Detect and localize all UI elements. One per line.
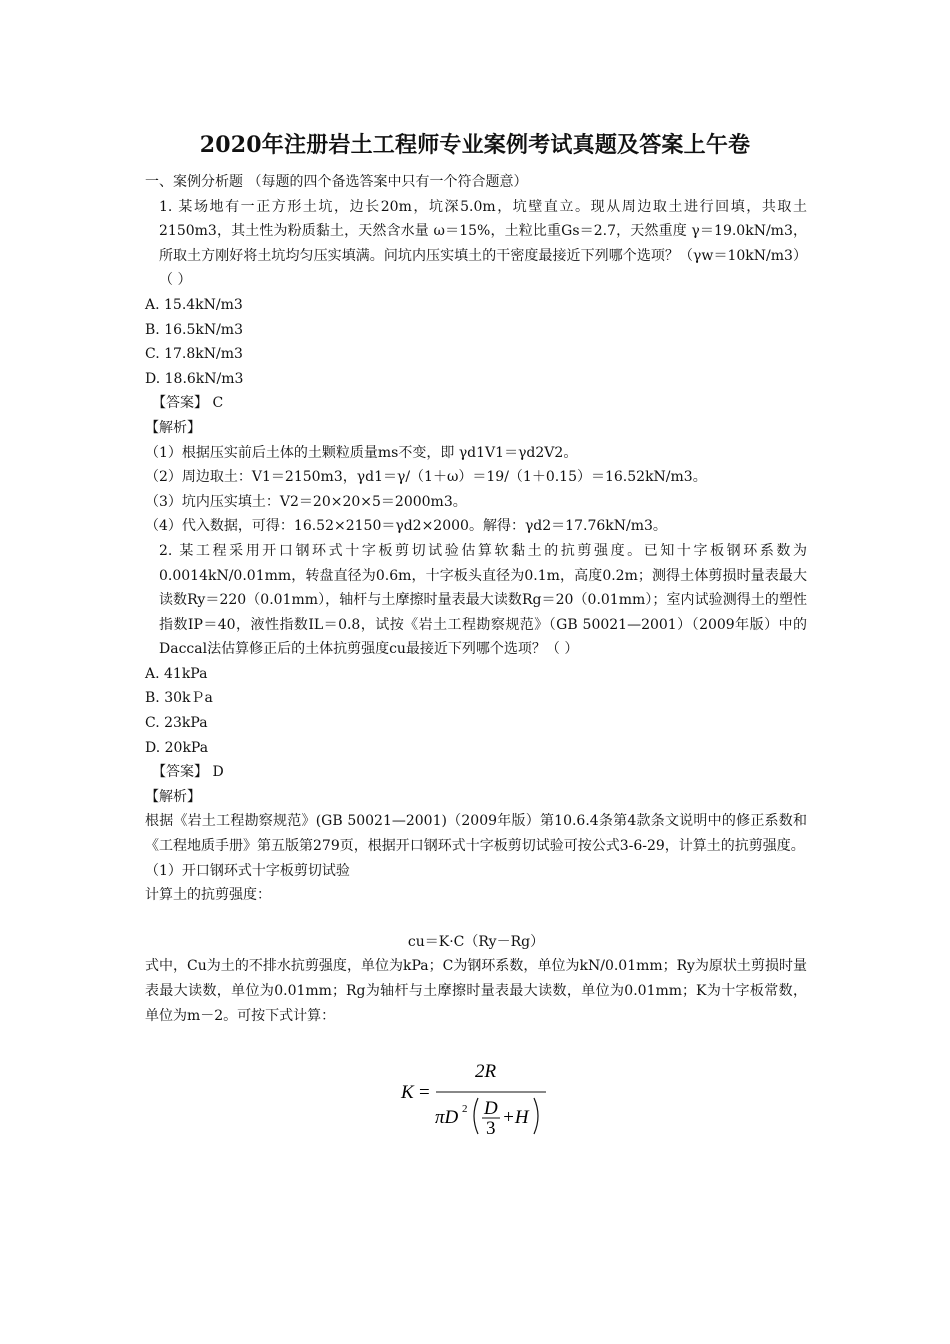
q2-option-d: D. 20kPa [145,739,209,756]
q2-step-1: （1）开口钢环式十字板剪切试验 [145,862,350,879]
section-heading: 一、案例分析题 （每题的四个备选答案中只有一个符合题意） [145,174,528,190]
q1-answer: 【答案】 C [152,395,224,412]
formula-k-numerator: 2R [475,1061,497,1083]
document-title: 2020年注册岩土工程师专业案例考试真题及答案上午卷 [199,132,751,158]
formula-k-plus-h: +H [502,1107,529,1129]
q1-option-d: D. 18.6kN/m3 [145,370,244,387]
q1-step-1: （1）根据压实前后土体的土颗粒质量ms不变，即 γd1V1＝γd2V2。 [145,444,578,461]
formula-k-inner-denominator: 3 [486,1118,496,1137]
q1-option-a: A. 15.4kN/m3 [145,296,243,313]
spacer [145,908,807,930]
q1-step-3: （3）坑内压实填土：V2＝20×20×5＝2000m3。 [145,493,467,510]
formula-k-equals: = [419,1082,430,1104]
question-2-text: 2. 某工程采用开口钢环式十字板剪切试验估算软黏土的抗剪强度。已知十字板钢环系数为0.0014kN/0.01mm，转盘直径为0.6m，十字板头直径为0.1m，高度0.2m；测得土体剪损时量表最大读数Ry＝220（0.01mm），轴杆与土摩擦时量表最大读数Rg＝20（0.01mm）；室内试验测得土的塑性指数IP＝40，液性指数IL＝0.8，试按《岩土工程勘察规范》（GB 50021—2001）（2009年版）中的Daccal法估算修正后的土体抗剪强度cu最接近下列哪个选项？（ ） [159,542,807,658]
formula-cu: cu＝K·C（Ry－Rg） [407,933,545,950]
q1-analysis-label: 【解析】 [145,419,201,436]
question-1-text: 1. 某场地有一正方形土坑，边长20m，坑深5.0m，坑壁直立。现从周边取土进行回填，共取土2150m3，其土性为粉质黏土，天然含水量 ω＝15%，土粒比重Gs＝2.7，天然重度 γ＝19.0kN/m3，所取土方刚好将土坑均匀压实填满。问坑内压实填土的干密度最接近下列哪个选项？（γw＝10kN/m3）（ ） [159,198,807,289]
formula-k [145,1050,807,1136]
q2-answer: 【答案】 D [152,764,224,781]
q1-option-b: B. 16.5kN/m3 [145,321,243,338]
spacer [145,1028,807,1050]
formula-k-lhs: K [401,1082,414,1104]
q2-option-c: C. 23kPa [145,715,208,732]
q1-option-c: C. 17.8kN/m3 [145,346,243,363]
q2-option-a: A. 41kPa [145,665,208,682]
document-body [145,170,807,1136]
q2-formula-explanation: 式中，Cu为土的不排水抗剪强度，单位为kPa；C为钢环系数，单位为kN/0.01mm；Ry为原状土剪损时量表最大读数，单位为0.01mm；Rg为轴杆与土摩擦时量表最大读数，单位为0.01mm；K为十字板常数，单位为m－2。可按下式计算： [145,958,807,1024]
formula-k-exponent: 2 [462,1103,468,1116]
formula-k-left-paren [474,1098,478,1134]
formula-k-inner-numerator: D [484,1098,498,1120]
formula-k-right-paren [534,1098,538,1134]
q1-step-4: （4）代入数据，可得：16.52×2150＝γd2×2000。解得：γd2＝17.76kN/m3。 [145,518,667,535]
q1-step-2: （2）周边取土：V1＝2150m3，γd1＝γ/（1＋ω）＝19/（1＋0.15）＝16.52kN/m3。 [145,469,707,486]
q2-analysis-paragraph: 根据《岩土工程勘察规范》(GB 50021—2001)（2009年版）第10.6.4条第4款条文说明中的修正系数和《工程地质手册》第五版第279页，根据开口钢环式十字板剪切试验可按公式3-6-29，计算土的抗剪强度。 [145,813,807,855]
q2-option-b: B. 30kＰa [145,690,213,707]
formula-k-graphic [385,1050,585,1136]
q2-step-1b: 计算土的抗剪强度： [145,887,271,904]
formula-k-pi-d: πD [435,1107,459,1129]
q2-analysis-label: 【解析】 [145,788,201,805]
